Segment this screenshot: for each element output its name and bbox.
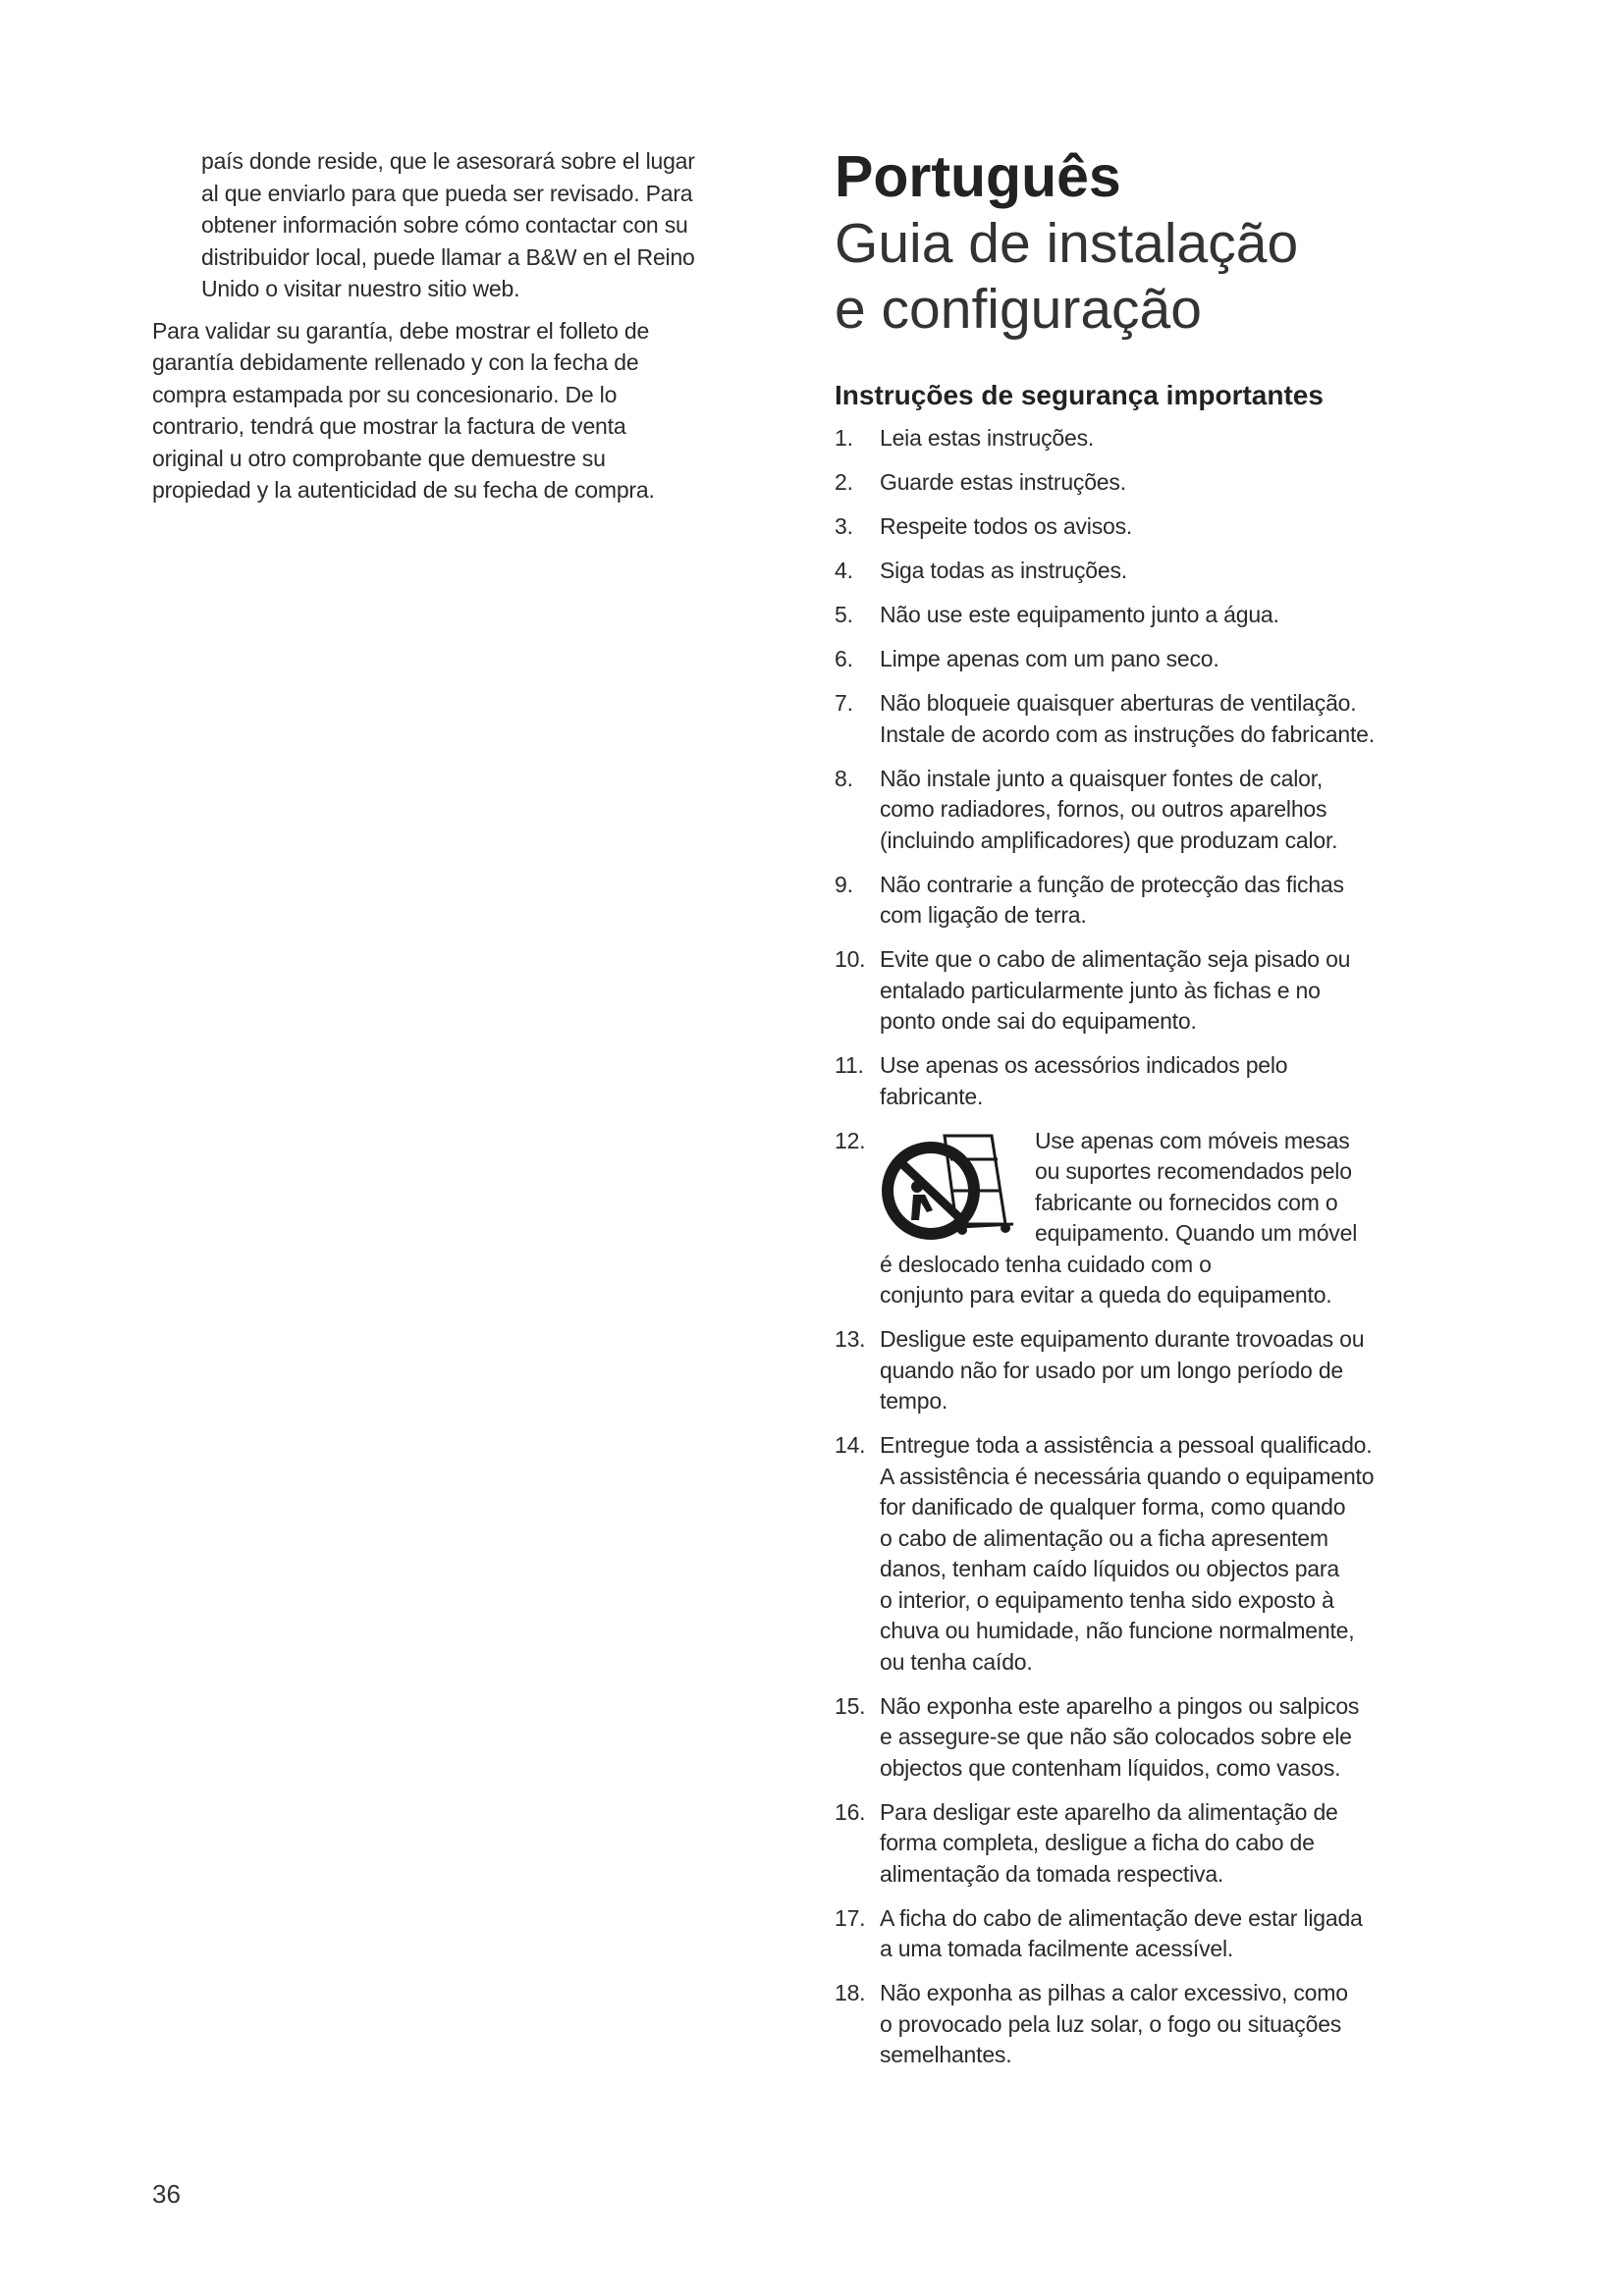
item-text-line: Use apenas com móveis mesas [1035,1127,1350,1153]
safety-item [835,1903,1522,1965]
safety-item [835,944,1522,1038]
item-number: 8. [835,765,853,791]
safety-item [835,600,1522,631]
item-text-line: chuva ou humidade, não funcione normalmente, [880,1618,1355,1643]
safety-item [835,423,1522,454]
item-text-line: Respeite todos os avisos. [880,513,1133,539]
item-number: 6. [835,646,853,671]
safety-item [835,870,1522,932]
item-text-line: Não use este equipamento junto a água. [880,602,1279,627]
item-text-line: Leia estas instruções. [880,425,1095,451]
item-text-line: como radiadores, fornos, ou outros aparelhos [880,796,1327,822]
item-text-line: fabricante. [880,1083,984,1109]
item-text-line: A ficha do cabo de alimentação deve estar ligada [880,1904,1363,1931]
item-text-line: tempo. [880,1388,948,1414]
item-text-line: Use apenas os acessórios indicados pelo [880,1052,1288,1078]
text-line: compra estampada por su concesionario. De lo [152,381,618,407]
item-text-line: ou tenha caído. [880,1648,1033,1675]
item-text-line: Siga todas as instruções. [880,558,1127,583]
item-text-line: ou suportes recomendados pelo [1035,1158,1352,1184]
safety-item [835,1797,1522,1891]
guide-title [835,211,1522,343]
item-number: 10. [835,946,866,972]
text-line: al que enviarlo para que pueda ser revisado. Para [201,180,693,206]
safety-item [835,1978,1522,2071]
item-number: 12. [835,1127,866,1153]
text-line: obtener información sobre cómo contactar con su [201,212,688,238]
item-text-line: Entregue toda a assistência a pessoal qualificado. [880,1432,1373,1458]
item-number: 14. [835,1432,866,1458]
item-number: 4. [835,558,853,583]
text-line: contrario, tendrá que mostrar la factura de venta [152,413,626,439]
item-number: 2. [835,469,853,495]
item-text-line: objectos que contenham líquidos, como vasos. [880,1754,1341,1781]
item-text-line: Não exponha este aparelho a pingos ou salpicos [880,1692,1360,1719]
item-text-line: quando não for usado por um longo período de [880,1357,1344,1383]
safety-item [835,644,1522,675]
language-title: Português [835,144,1121,209]
item-number: 18. [835,1980,866,2005]
item-text-line: semelhantes. [880,2042,1012,2067]
text-line: país donde reside, que le asesorará sobre el lugar [201,148,695,174]
safety-item [835,1691,1522,1785]
item-text-line: a uma tomada facilmente acessível. [880,1936,1234,1961]
item-number: 1. [835,425,853,451]
safety-item [835,764,1522,857]
item-text-line: conjunto para evitar a queda do equipamento. [880,1282,1332,1308]
item-text-line: Guarde estas instruções. [880,469,1126,495]
item-number: 5. [835,602,853,627]
item-text-line: Limpe apenas com um pano seco. [880,646,1219,671]
safety-item [835,511,1522,543]
safety-item [835,688,1522,750]
guide-title-line: e configuração [835,278,1202,341]
text-line: propiedad y la autenticidad de su fecha de compra. [152,477,655,503]
item-number: 11. [835,1052,864,1078]
safety-item [835,1050,1522,1112]
text-line: Para validar su garantía, debe mostrar el folleto de [152,317,650,344]
item-number: 15. [835,1692,866,1719]
item-number: 17. [835,1904,866,1931]
safety-instructions-list [835,423,1522,2071]
item-text-line: é deslocado tenha cuidado com o [880,1251,1212,1277]
safety-section-title: Instruções de segurança importantes [835,380,1324,410]
item-text-line: Não exponha as pilhas a calor excessivo, como [880,1980,1348,2005]
item-text-line: ponto onde sai do equipamento. [880,1008,1197,1034]
item-text-line: o provocado pela luz solar, o fogo ou situações [880,2010,1342,2037]
item-text-line: fabricante ou fornecidos com o [1035,1189,1338,1215]
item-text-line: Não bloqueie quaisquer aberturas de ventilação. [880,690,1357,716]
safety-item [835,1430,1522,1678]
left-column [152,145,761,507]
item-text-line: Evite que o cabo de alimentação seja pisado ou [880,946,1351,972]
safety-item [835,1324,1522,1417]
item-text-line: equipamento. Quando um móvel [1035,1220,1358,1246]
text-line: original u otro comprobante que demuestre su [152,445,606,471]
item-number: 16. [835,1798,866,1825]
item-text-line: danos, tenham caído líquidos ou objectos para [880,1556,1339,1581]
item-text-line: forma completa, desligue a ficha do cabo de [880,1830,1315,1855]
item-text-line: Não contrarie a função de protecção das fichas [880,871,1344,897]
item-text-line: o interior, o equipamento tenha sido exposto à [880,1586,1334,1613]
item-text-line: com ligação de terra. [880,902,1087,928]
item-number: 9. [835,871,853,897]
item-number: 7. [835,690,853,716]
guide-title-line: Guia de instalação [835,212,1299,275]
item-text-line: alimentação da tomada respectiva. [880,1860,1224,1887]
item-text-line: o cabo de alimentação ou a ficha apresentem [880,1524,1328,1551]
item-text-line: Desligue este equipamento durante trovoadas ou [880,1326,1365,1352]
item-text-line: for danificado de qualquer forma, como quando [880,1494,1346,1520]
paragraph-warranty-validation [152,315,761,507]
page-number: 36 [152,2179,181,2209]
text-line: Unido o visitar nuestro sitio web. [201,276,520,301]
item-text-line: Não instale junto a quaisquer fontes de calor, [880,765,1324,791]
item-text-line: Instale de acordo com as instruções do fabricante. [880,721,1375,747]
item-number: 3. [835,513,853,539]
item-text-line: Para desligar este aparelho da alimentação de [880,1798,1338,1825]
safety-item [835,556,1522,587]
item-number: 13. [835,1326,866,1352]
text-line: distribuidor local, puede llamar a B&W en el Reino [201,243,695,270]
safety-item [835,467,1522,499]
paragraph-warranty-contact [152,145,761,305]
right-column [835,142,1522,2084]
safety-item [835,1126,1522,1311]
item-text-line: e assegure-se que não são colocados sobre ele [880,1724,1352,1749]
text-line: garantía debidamente rellenado y con la fecha de [152,349,639,375]
item-text-line: entalado particularmente junto às fichas e no [880,977,1321,1003]
item-text-line: (incluindo amplificadores) que produzam calor. [880,827,1338,853]
item-text-line: A assistência é necessária quando o equipamento [880,1463,1375,1489]
cart-tip-over-warning-icon [876,1130,1023,1246]
